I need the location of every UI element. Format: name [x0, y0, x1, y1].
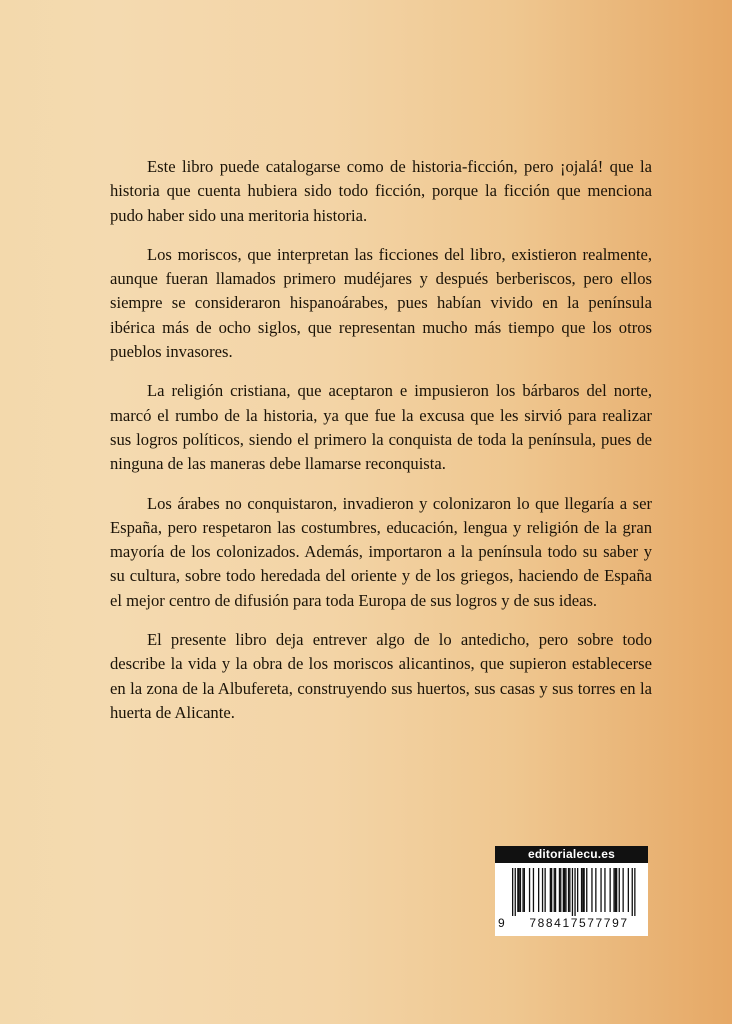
barcode-bar: [520, 868, 521, 912]
barcode-bar: [572, 868, 573, 916]
barcode-bar: [550, 868, 551, 912]
barcode-bar: [554, 868, 555, 912]
barcode-bar: [517, 868, 518, 912]
barcode-bar: [600, 868, 601, 912]
barcode-bar: [613, 868, 614, 912]
barcode-bar: [623, 868, 624, 912]
barcode-bar: [538, 868, 539, 912]
barcode-bar: [632, 868, 633, 916]
barcode-bar: [615, 868, 616, 912]
barcode-bar: [512, 868, 513, 916]
back-cover-synopsis: [110, 155, 652, 740]
barcode-bar: [529, 868, 530, 912]
barcode-bar: [524, 868, 525, 912]
barcode-bar: [604, 868, 605, 912]
barcode-bar: [545, 868, 546, 912]
barcode-bar: [616, 868, 617, 912]
barcode-icon: [501, 868, 642, 916]
barcode-bar: [628, 868, 629, 912]
barcode-bar: [559, 868, 560, 912]
barcode-bar: [565, 868, 566, 912]
barcode-bar: [595, 868, 596, 912]
barcode-bar: [634, 868, 635, 916]
barcode-digits: 788417577797: [529, 916, 629, 930]
isbn-barcode-box: [495, 846, 648, 936]
barcode-bar: [568, 868, 569, 912]
barcode-bar: [533, 868, 534, 912]
barcode-first-digit: 9: [498, 916, 505, 930]
barcode-bar: [610, 868, 611, 912]
synopsis-paragraph-4: Los árabes no conquistaron, invadieron y colonizaron lo que llegaría a ser España, pero respetaron las costumbres, educación, lengua y religión de la gran mayoría de los colonizados. Además, importaron a la península todo su saber y su cultura, sobre todo heredada del oriente y de los griegos, haciendo de España el mejor centro de difusión para toda Europa de sus logros y de sus ideas.: [110, 493, 652, 610]
barcode-bar: [574, 868, 575, 916]
publisher-website-label: editorialecu.es: [495, 846, 648, 863]
barcode-bar: [586, 868, 587, 912]
synopsis-paragraph-3: La religión cristiana, que aceptaron e impusieron los bárbaros del norte, marcó el rumbo de la historia, ya que fue la excusa que les sirvió para realizar sus logros políticos, siendo el primero la conquista de toda la península, pues de ninguna de las maneras debe llamarse reconquista.: [110, 381, 652, 474]
synopsis-paragraph-2: Los moriscos, que interpretan las ficciones del libro, existieron realmente, aunque fueran llamados primero mudéjares y después berberiscos, pero ellos siempre se consideraron hispanoárabes, pues habían vivido en la península ibérica más de ocho siglos, que representan mucho más tiempo que los otros pueblos invasores.: [110, 244, 652, 362]
barcode-bar: [581, 868, 582, 912]
barcode-bar: [619, 868, 620, 912]
barcode-bar: [591, 868, 592, 912]
barcode-bar: [542, 868, 543, 912]
barcode-bar: [515, 868, 516, 916]
barcode-bar: [584, 868, 585, 912]
barcode-bar: [522, 868, 523, 912]
synopsis-paragraph-5: El presente libro deja entrever algo de lo antedicho, pero sobre todo describe la vida y la obra de los moriscos alicantinos, que supieron establecerse en la zona de la Albufereta, construyendo sus huertos, sus casas y sus torres en la huerta de Alicante.: [110, 630, 652, 722]
barcode-bar: [564, 868, 565, 912]
synopsis-paragraph-1: Este libro puede catalogarse como de historia-ficción, pero ¡ojalá! que la historia que cuenta hubiera sido todo ficción, porque la ficción que menciona pudo haber sido una meritoria historia.: [110, 157, 652, 225]
barcode-bar: [519, 868, 520, 912]
barcode-bar: [555, 868, 556, 912]
barcode-bar: [582, 868, 583, 912]
barcode-bar: [563, 868, 564, 912]
barcode-bar: [551, 868, 552, 912]
barcode-bar: [569, 868, 570, 912]
barcode-bar: [560, 868, 561, 912]
barcode-bar: [577, 868, 578, 912]
